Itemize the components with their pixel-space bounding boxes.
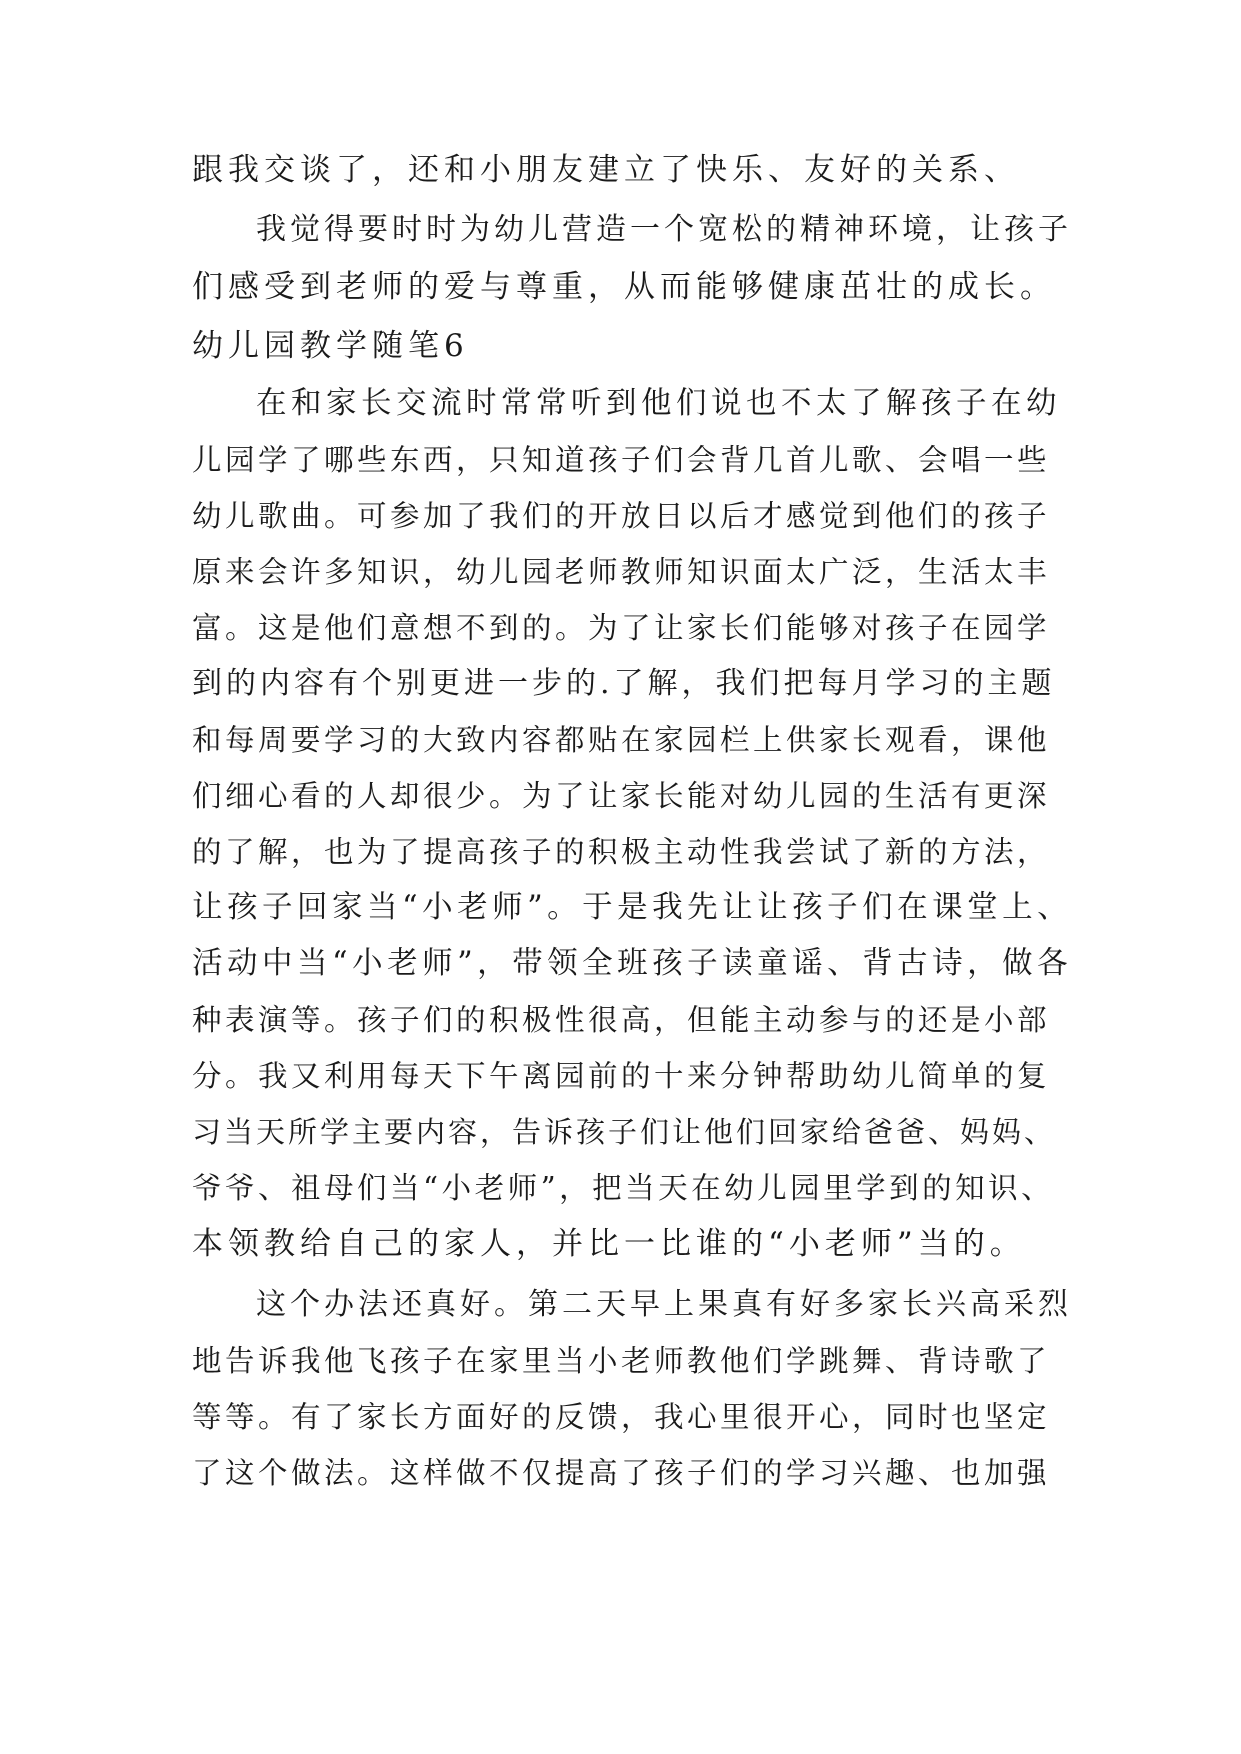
text-line: 爷爷、祖母们当“小老师”，把当天在幼儿园里学到的知识、 (192, 1171, 1055, 1205)
text-line: 到的内容有个别更进一步的.了解，我们把每月学习的主题 (192, 666, 1056, 701)
text-line: 富。这是他们意想不到的。为了让家长们能够对孩子在园学 (192, 611, 1051, 645)
text-line: 活动中当“小老师”，带领全班孩子读童谣、背古诗，做各 (192, 946, 1073, 981)
text-line: 分。我又利用每天下午离园前的十来分钟帮助幼儿简单的复 (192, 1059, 1051, 1093)
text-line: 跟我交谈了，还和小朋友建立了快乐、友好的关系、 (192, 152, 1020, 188)
text-line: 儿园学了哪些东西，只知道孩子们会背几首儿歌、会唱一些 (192, 443, 1051, 477)
text-line: 的了解，也为了提高孩子的积极主动性我尝试了新的方法， (192, 835, 1051, 869)
text-line: 们细心看的人却很少。为了让家长能对幼儿园的生活有更深 (192, 779, 1051, 813)
paragraph-line: 我觉得要时时为幼儿营造一个宽松的精神环境，让孩子 (256, 212, 1072, 247)
paragraph-line: 这个办法还真好。第二天早上果真有好多家长兴高采烈 (256, 1287, 1072, 1322)
text-line: 让孩子回家当“小老师”。于是我先让让孩子们在课堂上、 (192, 890, 1073, 925)
text-line: 等等。有了家长方面好的反馈，我心里很开心，同时也坚定 (192, 1400, 1051, 1434)
text-line: 地告诉我他飞孩子在家里当小老师教他们学跳舞、背诗歌了 (192, 1344, 1051, 1378)
text-line: 们感受到老师的爱与尊重，从而能够健康茁壮的成长。 (192, 269, 1056, 305)
text-line: 本领教给自己的家人，并比一比谁的“小老师”当的。 (192, 1226, 1026, 1262)
text-line: 习当天所学主要内容，告诉孩子们让他们回家给爸爸、妈妈、 (192, 1115, 1057, 1149)
section-heading: 幼儿园教学随笔6 (192, 328, 469, 364)
text-line: 和每周要学习的大致内容都贴在家园栏上供家长观看，课他 (192, 723, 1051, 757)
paragraph-line: 在和家长交流时常常听到他们说也不太了解孩子在幼 (256, 386, 1061, 421)
text-line: 种表演等。孩子们的积极性很高，但能主动参与的还是小部 (192, 1003, 1051, 1037)
text-line: 幼儿歌曲。可参加了我们的开放日以后才感觉到他们的孩子 (192, 499, 1051, 533)
text-line: 原来会许多知识，幼儿园老师教师知识面太广泛，生活太丰 (192, 555, 1051, 589)
text-line: 了这个做法。这样做不仅提高了孩子们的学习兴趣、也加强 (192, 1456, 1051, 1490)
